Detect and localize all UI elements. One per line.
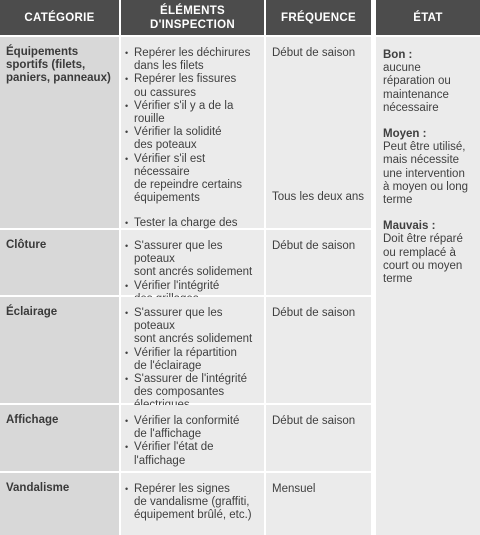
inspection-cell xyxy=(121,473,264,535)
item-line: de l'éclairage xyxy=(134,359,202,372)
state-desc-line: une intervention xyxy=(383,167,465,180)
item-line: Vérifier s'il y a de la rouille xyxy=(134,99,234,126)
state-desc-line: Peut être utilisé, xyxy=(383,141,466,154)
frequency-value: Début de saison xyxy=(272,415,356,427)
item-line: des poteaux xyxy=(134,139,197,152)
item-line: Repérer les signes xyxy=(134,483,230,495)
item-line: de repeindre certains xyxy=(134,179,243,192)
item-line: Vérifier la conformité xyxy=(134,415,240,427)
frequency-cell xyxy=(266,473,371,535)
item-line: Vérifier l'état de xyxy=(134,441,214,454)
state-desc-line: réparation ou xyxy=(383,75,451,88)
inspection-list xyxy=(125,47,260,244)
state-bon xyxy=(383,49,474,115)
state-desc-line: ou remplacé à xyxy=(383,246,456,259)
item-line: sont ancrés solidement xyxy=(134,266,253,279)
state-name: Moyen : xyxy=(383,128,427,141)
category-line: Équipements xyxy=(6,46,79,58)
header-categorie-label: CATÉGORIE xyxy=(24,11,95,24)
frequency-value: Tous les deux ans xyxy=(272,191,365,204)
item-line: équipements xyxy=(134,192,200,205)
item-line: Repérer les fissures xyxy=(134,73,237,86)
etat-column xyxy=(376,37,480,535)
category-line: Éclairage xyxy=(6,306,58,318)
item-line: sont ancrés solidement xyxy=(134,333,253,346)
state-desc-line: à moyen ou long xyxy=(383,180,469,193)
state-name: Mauvais : xyxy=(383,220,436,233)
category-cell xyxy=(0,473,119,535)
item-line: S'assurer de l'intégrité xyxy=(134,373,248,386)
category-line: Vandalisme xyxy=(6,482,70,494)
category-cell xyxy=(0,230,119,295)
header-elements-line2: D'INSPECTION xyxy=(150,18,235,31)
state-desc-line: terme xyxy=(383,194,413,207)
item-line: Vérifier l'intégrité xyxy=(134,279,220,292)
category-line: paniers, panneaux) xyxy=(6,72,111,85)
category-line: Affichage xyxy=(6,414,59,426)
frequency-value: Mensuel xyxy=(272,483,316,495)
state-mauvais xyxy=(383,220,474,286)
inspection-item xyxy=(125,73,260,99)
inspection-item xyxy=(125,347,260,373)
inspection-item xyxy=(125,100,260,126)
item-line: Vérifier la répartition xyxy=(134,346,237,359)
frequency-cell xyxy=(266,297,371,403)
inspection-item xyxy=(125,153,260,206)
category-cell xyxy=(0,297,119,403)
header-elements xyxy=(121,0,264,35)
category-line: sportifs (filets, xyxy=(6,59,86,72)
frequency-cell xyxy=(266,37,371,228)
inspection-cell xyxy=(121,230,264,295)
item-line: Repérer les déchirures xyxy=(134,47,251,59)
category-cell xyxy=(0,405,119,471)
header-etat xyxy=(376,0,480,35)
item-line: Vérifier la solidité xyxy=(134,126,222,139)
item-line: équipement brûlé, etc.) xyxy=(134,509,252,522)
item-line: de l'affichage xyxy=(134,428,202,441)
item-line: dans les filets xyxy=(134,60,204,73)
inspection-item xyxy=(125,441,260,467)
header-elements-line1: ÉLÉMENTS xyxy=(159,4,225,17)
item-line: Vérifier s'il est nécessaire xyxy=(134,152,206,178)
state-desc-line: court ou moyen xyxy=(383,259,463,272)
inspection-item xyxy=(125,240,260,280)
header-frequence xyxy=(266,0,371,35)
frequency-value: Début de saison xyxy=(272,307,356,319)
state-name: Bon : xyxy=(383,49,413,61)
item-line: l'affichage xyxy=(134,454,186,467)
frequency-cell xyxy=(266,230,371,295)
state-desc-line: terme xyxy=(383,273,413,286)
frequency-value: Début de saison xyxy=(272,47,356,59)
inspection-cell xyxy=(121,405,264,471)
inspection-item xyxy=(125,126,260,152)
inspection-cell xyxy=(121,297,264,403)
frequency-cell xyxy=(266,405,371,471)
inspection-item xyxy=(125,307,260,347)
frequency-value: Début de saison xyxy=(272,240,356,252)
header-etat-label: ÉTAT xyxy=(413,11,443,24)
inspection-list xyxy=(125,415,260,468)
state-desc-line: maintenance xyxy=(383,88,449,101)
item-line: de vandalisme (graffiti, xyxy=(134,496,250,509)
inspection-item xyxy=(125,483,260,523)
inspection-cell xyxy=(121,37,264,228)
header-frequence-label: FRÉQUENCE xyxy=(281,11,356,24)
item-line: des composantes xyxy=(134,386,225,399)
state-moyen xyxy=(383,128,474,207)
item-line: Tester la charge des xyxy=(134,217,238,230)
inspection-list xyxy=(125,307,260,413)
state-desc-line: aucune xyxy=(383,62,421,75)
state-desc-line: nécessaire xyxy=(383,101,439,114)
item-line: S'assurer que les poteaux xyxy=(134,240,223,266)
inspection-item xyxy=(125,47,260,73)
inspection-item xyxy=(125,415,260,441)
item-line: S'assurer que les poteaux xyxy=(134,307,223,333)
state-desc-line: Doit être réparé xyxy=(383,233,463,246)
category-cell xyxy=(0,37,119,228)
category-line: Clôture xyxy=(6,239,47,251)
inspection-list xyxy=(125,483,260,523)
header-categorie xyxy=(0,0,119,35)
state-desc-line: mais nécessite xyxy=(383,154,460,167)
item-line: ou cassures xyxy=(134,86,197,99)
